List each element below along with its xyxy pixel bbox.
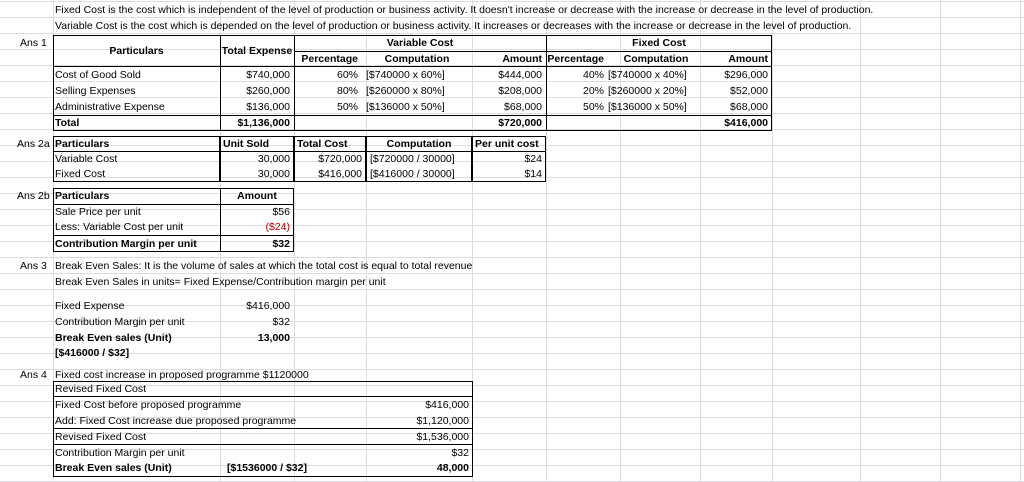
ans1-total-total[interactable]: $1,136,000	[237, 117, 290, 129]
ans2a-header-total[interactable]: Total Cost	[297, 138, 348, 150]
ans2b-row-name[interactable]: Less: Variable Cost per unit	[55, 221, 184, 233]
ans1-row-name[interactable]: Cost of Good Sold	[55, 69, 141, 81]
ans2a-row-total[interactable]: $720,000	[318, 153, 362, 165]
fixed-cost-definition[interactable]: Fixed Cost is the cost which is independent of the level of production or business activity. It doesn't increase or decrease with the increase or decrease in the level of production.	[55, 4, 874, 16]
ans2b-header-particulars[interactable]: Particulars	[55, 190, 110, 202]
gridline	[1020, 0, 1021, 482]
ans2b-label[interactable]: Ans 2b	[17, 190, 50, 202]
ans1-row-fix-amt[interactable]: $296,000	[724, 69, 768, 81]
ans1-row-total[interactable]: $740,000	[246, 69, 290, 81]
ans1-row-fix-pct[interactable]: 20%	[582, 85, 604, 97]
ans1-row-total[interactable]: $260,000	[246, 85, 290, 97]
ans2b-cm-label[interactable]: Contribution Margin per unit	[55, 238, 197, 250]
ans2a-row-name[interactable]: Variable Cost	[55, 153, 118, 165]
gridline	[940, 0, 941, 482]
ans1-header-var-comp[interactable]: Computation	[384, 53, 450, 65]
ans2a-header-comp[interactable]: Computation	[386, 138, 452, 150]
ans4-be-value[interactable]: 48,000	[436, 462, 469, 474]
ans1-header-fix-comp[interactable]: Computation	[623, 53, 689, 65]
ans4-revised-label[interactable]: Revised Fixed Cost	[55, 431, 147, 443]
ans1-row-var-pct[interactable]: 50%	[336, 101, 358, 113]
ans2a-row-comp[interactable]: [$720000 / 30000]	[370, 153, 455, 165]
ans1-row-name[interactable]: Administrative Expense	[55, 101, 165, 113]
ans1-header-fix-amt[interactable]: Amount	[728, 53, 768, 65]
ans3-cm-label[interactable]: Contribution Margin per unit	[55, 316, 185, 328]
ans1-row-fix-amt[interactable]: $68,000	[730, 101, 768, 113]
ans1-row-fix-comp[interactable]: [$136000 x 50%]	[608, 101, 687, 113]
ans1-row-fix-pct[interactable]: 40%	[582, 69, 604, 81]
ans4-revised-header[interactable]: Revised Fixed Cost	[55, 383, 147, 395]
ans1-row-fix-amt[interactable]: $52,000	[730, 85, 768, 97]
gridline	[772, 0, 773, 482]
ans1-row-var-pct[interactable]: 60%	[336, 69, 358, 81]
ans1-label[interactable]: Ans 1	[20, 37, 47, 49]
ans2a-label[interactable]: Ans 2a	[17, 138, 50, 150]
ans4-increase-note[interactable]: Fixed cost increase in proposed programme $1120000	[55, 369, 309, 381]
ans1-row-name[interactable]: Selling Expenses	[55, 85, 136, 97]
ans1-row-total[interactable]: $136,000	[246, 101, 290, 113]
ans1-total-var-amt[interactable]: $720,000	[498, 117, 542, 129]
ans1-row-var-comp[interactable]: [$740000 x 60%]	[366, 69, 445, 81]
gridline	[0, 353, 1024, 354]
ans2a-row-total[interactable]: $416,000	[318, 168, 362, 180]
ans3-be-label[interactable]: Break Even sales (Unit)	[55, 332, 172, 344]
gridline	[860, 0, 861, 482]
ans3-label[interactable]: Ans 3	[20, 260, 47, 272]
ans1-header-var-pct[interactable]: Percentage	[301, 53, 358, 65]
ans3-fixed-expense-label[interactable]: Fixed Expense	[55, 300, 125, 312]
ans3-be-computation[interactable]: [$416000 / $32]	[55, 347, 130, 359]
ans2a-row-name[interactable]: Fixed Cost	[55, 168, 106, 180]
ans2a-header-per[interactable]: Per unit cost	[475, 138, 539, 150]
ans4-add-value[interactable]: $1,120,000	[416, 415, 469, 427]
ans3-definition[interactable]: Break Even Sales: It is the volume of sales at which the total cost is equal to total revenue	[55, 260, 473, 272]
ans1-row-fix-comp[interactable]: [$740000 x 40%]	[608, 69, 687, 81]
ans4-before-value[interactable]: $416,000	[425, 399, 469, 411]
ans1-header-total[interactable]: Total Expense	[221, 45, 293, 57]
ans4-add-label[interactable]: Add: Fixed Cost increase due proposed programme	[55, 415, 297, 427]
ans1-row-var-comp[interactable]: [$136000 x 50%]	[366, 101, 445, 113]
ans2b-row-amount-negative[interactable]: ($24)	[265, 221, 290, 233]
ans2b-row-name[interactable]: Sale Price per unit	[55, 206, 141, 218]
ans1-total-label[interactable]: Total	[55, 117, 80, 129]
ans4-be-label[interactable]: Break Even sales (Unit)	[55, 462, 172, 474]
ans4-label[interactable]: Ans 4	[20, 369, 47, 381]
ans1-row-var-amt[interactable]: $68,000	[504, 101, 542, 113]
ans1-row-var-amt[interactable]: $444,000	[498, 69, 542, 81]
ans3-formula[interactable]: Break Even Sales in units= Fixed Expense/Contribution margin per unit	[55, 276, 386, 288]
ans1-row-var-comp[interactable]: [$260000 x 80%]	[366, 85, 445, 97]
ans2a-row-per[interactable]: $14	[524, 168, 542, 180]
ans1-header-fixed[interactable]: Fixed Cost	[632, 37, 686, 49]
ans4-cm-value[interactable]: $32	[451, 447, 469, 459]
ans1-row-var-pct[interactable]: 80%	[336, 85, 358, 97]
variable-cost-definition[interactable]: Variable Cost is the cost which is depended on the level of production or business activity. It increases or decreases with the increase or decrease in the level of production.	[55, 20, 852, 32]
ans2a-row-units[interactable]: 30,000	[257, 153, 290, 165]
ans2b-header-amount[interactable]: Amount	[237, 190, 277, 202]
gridline	[0, 305, 1024, 306]
ans2b-cm-value[interactable]: $32	[272, 238, 290, 250]
ans4-before-label[interactable]: Fixed Cost before proposed programme	[55, 399, 242, 411]
ans1-header-variable[interactable]: Variable Cost	[386, 37, 454, 49]
ans2a-header-units[interactable]: Unit Sold	[223, 138, 270, 150]
ans1-total-fix-amt[interactable]: $416,000	[724, 117, 768, 129]
ans3-fixed-expense-value[interactable]: $416,000	[246, 300, 290, 312]
ans1-header-var-amt[interactable]: Amount	[502, 53, 542, 65]
ans4-revised-value[interactable]: $1,536,000	[416, 431, 469, 443]
ans3-cm-value[interactable]: $32	[272, 316, 290, 328]
ans2a-row-comp[interactable]: [$416000 / 30000]	[370, 168, 455, 180]
ans2b-row-amount[interactable]: $56	[272, 206, 290, 218]
ans1-row-fix-comp[interactable]: [$260000 x 20%]	[608, 85, 687, 97]
ans1-header-particulars[interactable]: Particulars	[109, 45, 164, 57]
ans1-row-fix-pct[interactable]: 50%	[582, 101, 604, 113]
ans4-cm-label[interactable]: Contribution Margin per unit	[55, 447, 185, 459]
ans4-be-computation[interactable]: [$1536000 / $32]	[227, 462, 307, 474]
ans2a-row-units[interactable]: 30,000	[257, 168, 290, 180]
ans3-be-value[interactable]: 13,000	[257, 332, 290, 344]
ans2a-row-per[interactable]: $24	[524, 153, 542, 165]
ans1-header-fix-pct[interactable]: Percentage	[547, 53, 604, 65]
ans1-row-var-amt[interactable]: $208,000	[498, 85, 542, 97]
ans2a-header-particulars[interactable]: Particulars	[55, 138, 110, 150]
